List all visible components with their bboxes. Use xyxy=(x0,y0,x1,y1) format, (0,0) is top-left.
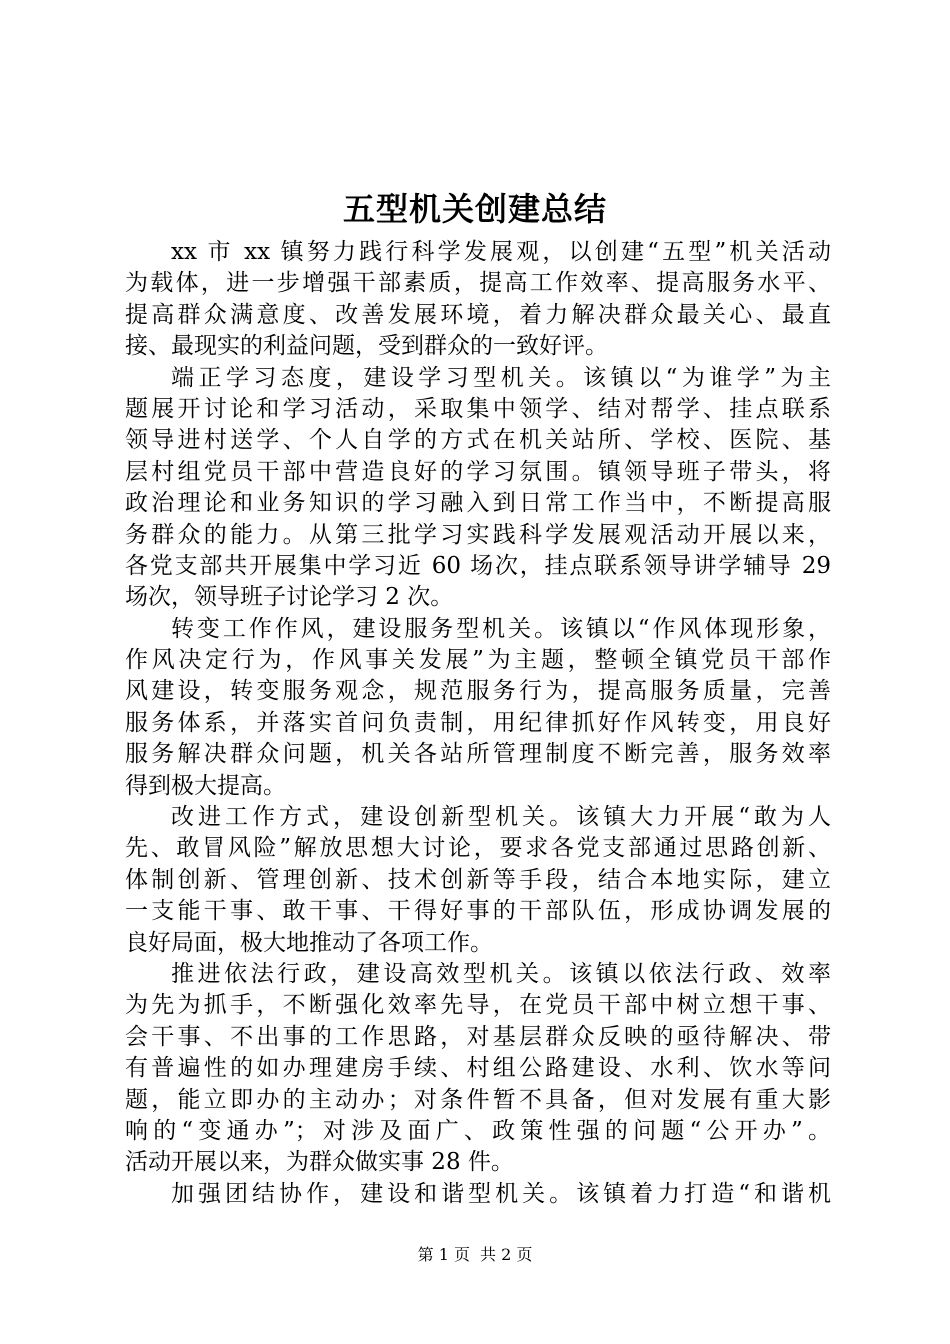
text-line: 改进工作方式，建设创新型机关。该镇大力开展“敢为人 xyxy=(171,804,831,831)
text-line: 转变工作作风，建设服务型机关。该镇以“作风体现形象， xyxy=(171,615,831,642)
text-line: 接、最现实的利益问题，受到群众的一致好评。 xyxy=(125,333,608,360)
text-line: xx 市 xx 镇努力践行科学发展观，以创建“五型”机关活动 xyxy=(171,239,831,265)
text-line: 端正学习态度，建设学习型机关。该镇以“为谁学”为主 xyxy=(171,364,831,391)
text-line: 务群众的能力。从第三批学习实践科学发展观活动开展以来， xyxy=(125,521,831,548)
text-line: 场次，领导班子讨论学习 2 次。 xyxy=(125,584,454,611)
text-line: 各党支部共开展集中学习近 60 场次，挂点联系领导讲学辅导 29 xyxy=(125,552,831,579)
text-line: 活动开展以来，为群众做实事 28 件。 xyxy=(125,1149,514,1176)
text-line: 体制创新、管理创新、技术创新等手段，结合本地实际，建立 xyxy=(125,866,831,893)
document-body xyxy=(125,237,831,1210)
text-line: 风建设，转变服务观念，规范服务行为，提高服务质量，完善 xyxy=(125,678,831,705)
text-line: 题展开讨论和学习活动，采取集中领学、结对帮学、挂点联系 xyxy=(125,395,831,422)
text-line: 加强团结协作，建设和谐型机关。该镇着力打造“和谐机 xyxy=(171,1180,831,1207)
text-line: 服务体系，并落实首问负责制，用纪律抓好作风转变，用良好 xyxy=(125,709,831,736)
text-line: 一支能干事、敢干事、干得好事的干部队伍，形成协调发展的 xyxy=(125,898,831,925)
text-line: 作风决定行为，作风事关发展”为主题，整顿全镇党员干部作 xyxy=(125,647,831,674)
text-line: 提高群众满意度、改善发展环境，着力解决群众最关心、最直 xyxy=(125,301,831,328)
text-line: 为载体，进一步增强干部素质，提高工作效率、提高服务水平、 xyxy=(125,270,831,297)
text-line: 政治理论和业务知识的学习融入到日常工作当中，不断提高服 xyxy=(125,490,831,517)
text-line: 得到极大提高。 xyxy=(125,772,286,799)
page-total: 共 2 页 xyxy=(480,1245,533,1264)
page-number: 第 1 页 xyxy=(417,1245,470,1264)
text-line: 响的“变通办”；对涉及面广、政策性强的问题“公开办”。 xyxy=(125,1117,831,1144)
text-line: 良好局面，极大地推动了各项工作。 xyxy=(125,929,493,956)
text-line: 服务解决群众问题，机关各站所管理制度不断完善，服务效率 xyxy=(125,741,831,768)
text-line: 会干事、不出事的工作思路，对基层群众反映的亟待解决、带 xyxy=(125,1023,831,1050)
text-line: 推进依法行政，建设高效型机关。该镇以依法行政、效率 xyxy=(171,960,831,987)
document-title: 五型机关创建总结 xyxy=(342,190,607,228)
text-line: 先、敢冒风险”解放思想大讨论，要求各党支部通过思路创新、 xyxy=(125,835,831,862)
text-line: 题，能立即办的主动办；对条件暂不具备，但对发展有重大影 xyxy=(125,1086,831,1113)
page-footer xyxy=(0,1243,950,1267)
text-line: 层村组党员干部中营造良好的学习氛围。镇领导班子带头，将 xyxy=(125,458,831,485)
text-line: 领导进村送学、个人自学的方式在机关站所、学校、医院、基 xyxy=(125,427,831,454)
text-line: 为先为抓手，不断强化效率先导，在党员干部中树立想干事、 xyxy=(125,992,831,1019)
text-line: 有普遍性的如办理建房手续、村组公路建设、水利、饮水等问 xyxy=(125,1055,831,1082)
